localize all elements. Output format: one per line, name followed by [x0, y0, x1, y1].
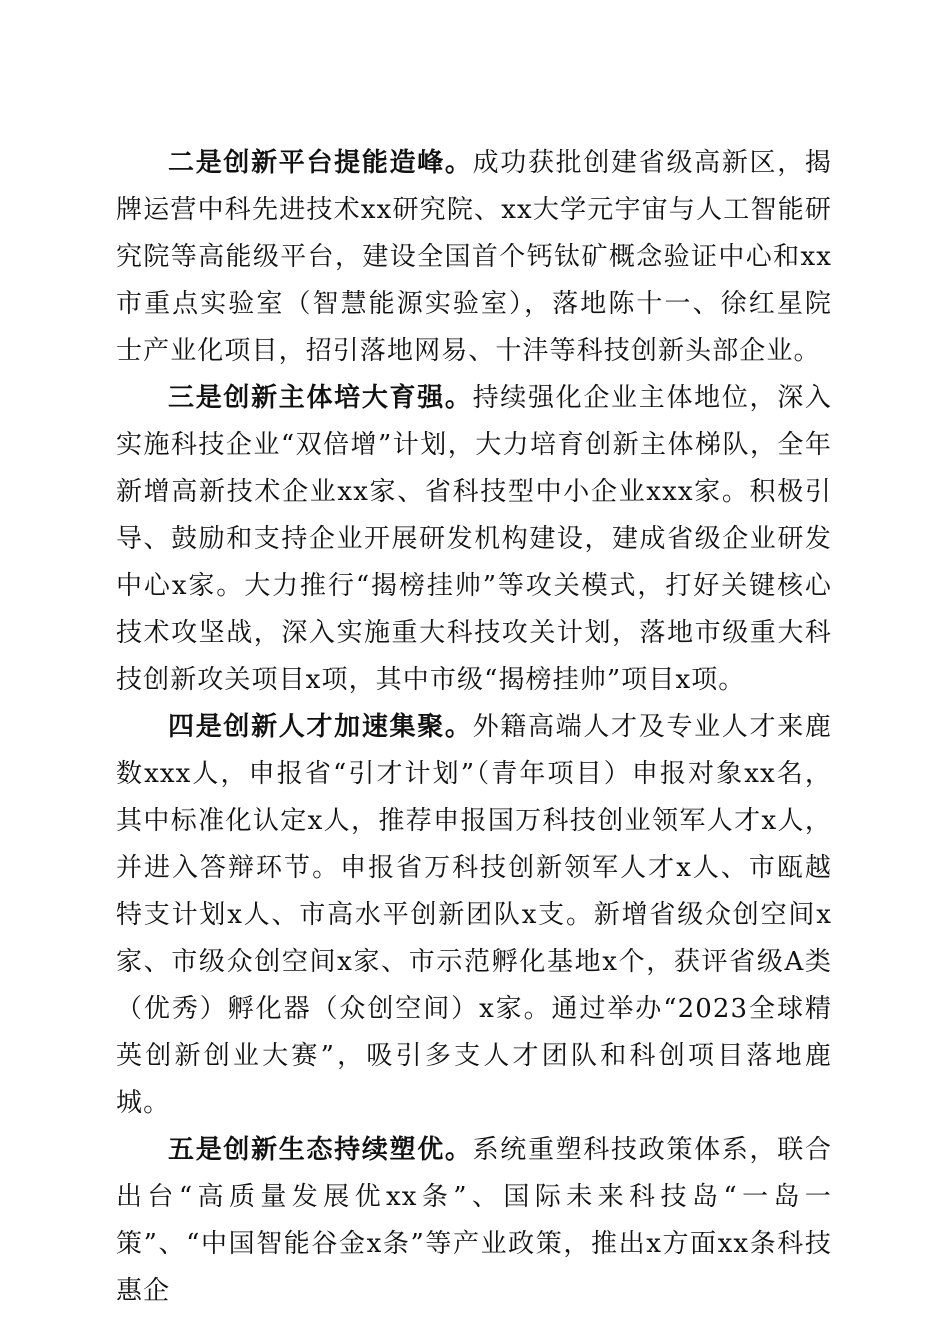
- paragraph-text: 持续强化企业主体地位，深入实施科技企业“双倍增”计划，大力培育创新主体梯队，全年新增高新技术企业xx家、省科技型中小企业xxx家。积极引导、鼓励和支持企业开展研发机构建设，建成省级企业研发中心x家。大力推行“揭榜挂帅”等攻关模式，打好关键核心技术攻坚战，深入实施重大科技攻关计划，落地市级重大科技创新攻关项目x项，其中市级“揭榜挂帅”项目x项。: [116, 383, 832, 695]
- paragraph-innovation-ecosystem: [116, 1127, 832, 1315]
- paragraph-innovation-entities: [116, 375, 832, 704]
- paragraph-heading: 四是创新人才加速集聚。: [168, 712, 473, 742]
- paragraph-text: 外籍高端人才及专业人才来鹿数xxx人，申报省“引才计划”（青年项目）申报对象xx名，其中标准化认定x人，推荐申报国万科技创业领军人才x人，并进入答辩环节。申报省万科技创新领军人才x人、市瓯越特支计划x人、市高水平创新团队x支。新增省级众创空间x家、市级众创空间x家、市示范孵化基地x个，获评省级A类（优秀）孵化器（众创空间）x家。通过举办“2023全球精英创新创业大赛”，吸引多支人才团队和科创项目落地鹿城。: [116, 712, 832, 1118]
- paragraph-heading: 二是创新平台提能造峰。: [168, 148, 473, 178]
- paragraph-innovation-platform: [116, 140, 832, 375]
- paragraph-heading: 三是创新主体培大育强。: [168, 383, 473, 413]
- paragraph-text: 成功获批创建省级高新区，揭牌运营中科先进技术xx研究院、xx大学元宇宙与人工智能研究院等高能级平台，建设全国首个钙钛矿概念验证中心和xx市重点实验室（智慧能源实验室），落地陈十一、徐红星院士产业化项目，招引落地网易、十沣等科技创新头部企业。: [116, 148, 832, 366]
- document-body: [116, 140, 832, 1315]
- paragraph-heading: 五是创新生态持续塑优。: [168, 1135, 473, 1165]
- paragraph-text: 系统重塑科技政策体系，联合出台“高质量发展优xx条”、国际未来科技岛“一岛一策”、“中国智能谷金x条”等产业政策，推出x方面xx条科技惠企: [116, 1135, 832, 1306]
- paragraph-innovation-talent: [116, 704, 832, 1127]
